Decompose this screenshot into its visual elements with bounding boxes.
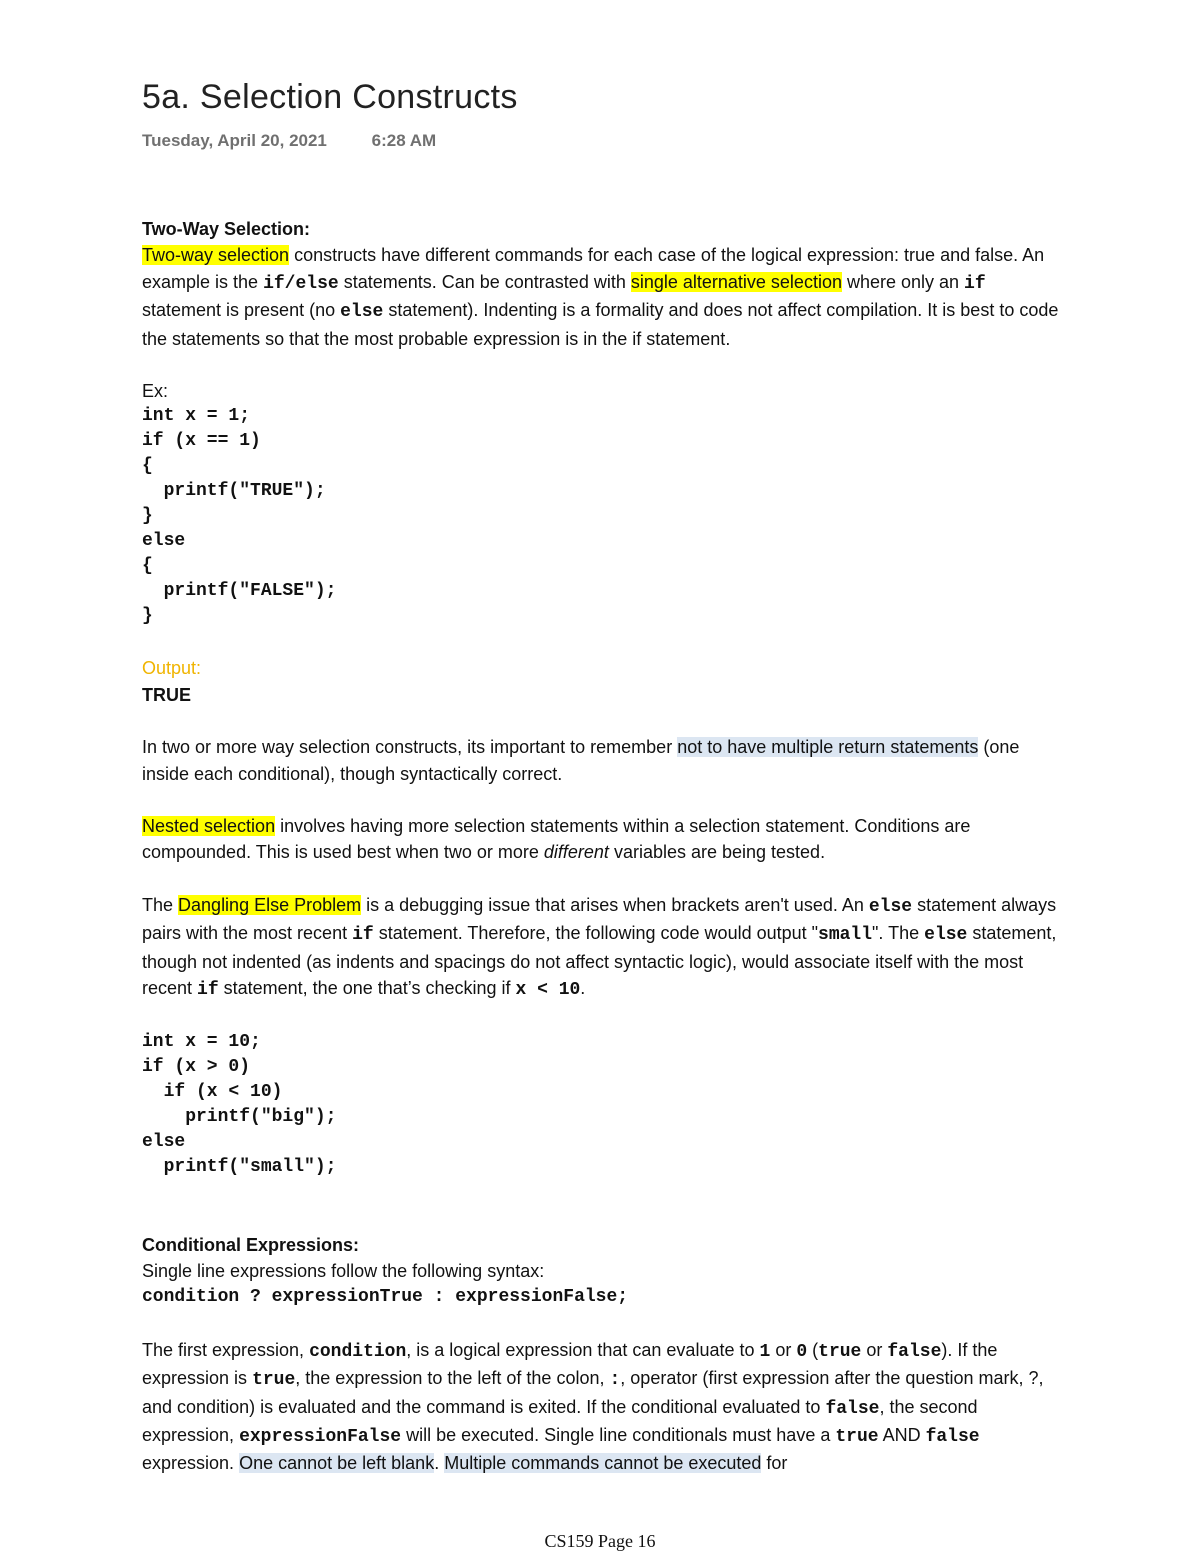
conditional-syntax: condition ? expressionTrue : expressionFalse; <box>142 1287 629 1308</box>
note-body <box>142 216 1067 1477</box>
date-label: Tuesday, April 20, 2021 <box>142 131 327 150</box>
output-label: Output: <box>142 658 202 679</box>
page-header <box>142 70 1072 151</box>
conditional-paragraph: The first expression, condition, is a logical expression that can evaluate to 1 or 0 (true or false). If the expression is true, the expression to the left of the colon, :, operator (first expression after the question mark, ?, and condition) is evaluated and the command is exited. If the conditional evaluated to false, the second expression, expressionFalse will be executed. Single line conditionals must have a true AND false expression. One cannot be left blank. Multiple commands cannot be executed for <box>142 1339 1044 1474</box>
datetime <box>142 131 1072 151</box>
code-block-1: int x = 1; if (x == 1) { printf("TRUE"); } else { printf("FALSE"); } <box>142 406 337 627</box>
highlight: Two-way selection <box>142 245 290 266</box>
highlight: single alternative selection <box>630 271 842 292</box>
return-paragraph: In two or more way selection constructs, its important to remember not to have multiple return statements (one inside each conditional), though syntactically correct. <box>142 737 1020 784</box>
code-block-2: int x = 10; if (x > 0) if (x < 10) printf("big"); else printf("small"); <box>142 1031 337 1177</box>
conditional-heading: Conditional Expressions: <box>142 1234 360 1255</box>
dangling-paragraph: The Dangling Else Problem is a debugging issue that arises when brackets aren't used. An else statement always pairs with the most recent if statement. Therefore, the following code would output "small". The else statement, though not indented (as indents and spacings do not affect syntactic logic), would associate itself with the most recent if statement, the one that’s checking if x < 10. <box>142 894 1057 1001</box>
highlight: Multiple commands cannot be executed <box>444 1453 762 1474</box>
output-value: TRUE <box>142 684 191 705</box>
page-footer: CS159 Page 16 <box>544 1531 656 1551</box>
conditional-intro: Single line expressions follow the following syntax: <box>142 1260 545 1281</box>
nested-paragraph: Nested selection involves having more selection statements within a selection statement. Conditions are compounded. This is used best when two or more different variables are being tested. <box>142 816 971 863</box>
highlight: One cannot be left blank <box>239 1453 435 1474</box>
highlight: Nested selection <box>142 816 276 837</box>
two-way-paragraph: Two-way selection constructs have different commands for each case of the logical expression: true and false. An example is the if/else statements. Can be contrasted with single alternative selection where only an if statement is present (no else statement). Indenting is a formality and does not affect compilation. It is best to code the statements so that the most probable expression is in the if statement. <box>142 245 1059 349</box>
highlight: not to have multiple return statements <box>677 737 979 758</box>
time-label: 6:28 AM <box>371 131 437 150</box>
ex-label: Ex: <box>142 381 169 402</box>
page-title: 5a. Selection Constructs <box>142 78 518 116</box>
two-way-heading: Two-Way Selection: <box>142 219 311 239</box>
highlight: Dangling Else Problem <box>178 894 362 915</box>
